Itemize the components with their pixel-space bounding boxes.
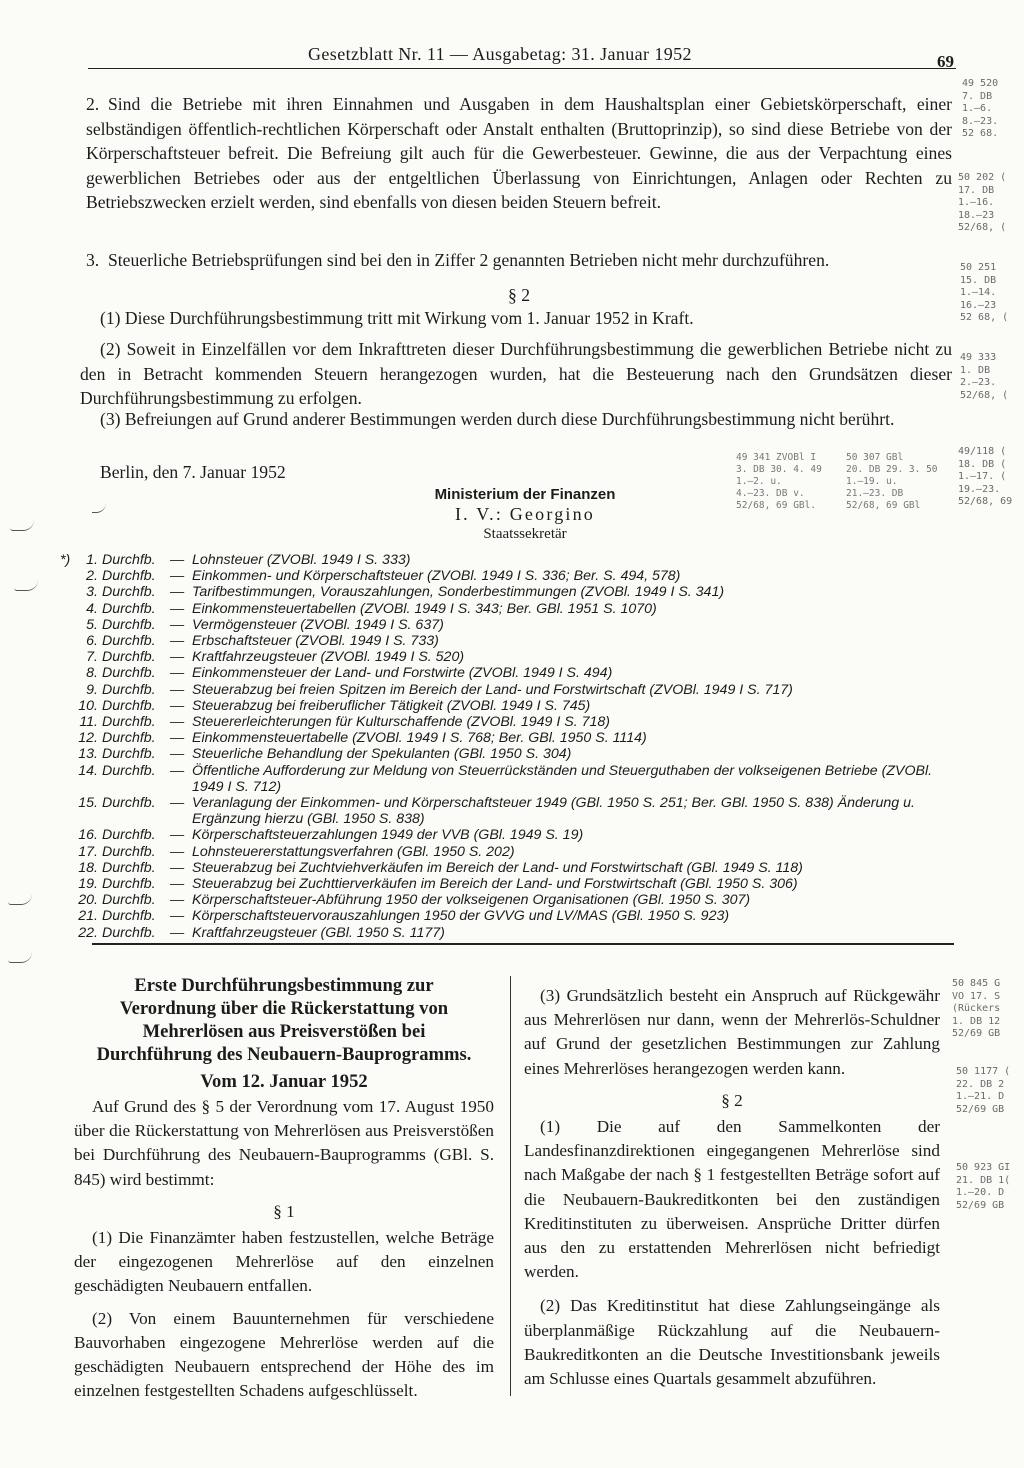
gazette-header: Gesetzblatt Nr. 11 — Ausgabetag: 31. Januar 1952 [308,44,692,64]
footnote-label: Durchfb. [102,892,156,909]
footnote-number: 7. [86,649,98,666]
footnote-dash: — [170,568,185,585]
footnote-label: Durchfb. [102,876,156,893]
item-3-number: 3. [86,250,100,270]
intro-paragraph: Auf Grund des § 5 der Verordnung vom 17. August 1950 über die Rückerstattung von Mehrerlösen aus Preisverstößen bei Durchführung des Neubauern-Bauprogramms (GBl. S. 845) wird bestimmt: [74,1097,494,1189]
column-divider [510,976,511,1396]
section-2b-para-2: (2) Das Kreditinstitut hat diese Zahlungseingänge als überplanmäßige Rückzahlung auf die Neubauern-Baukreditkonten an die Deutsche Investitionsbank jeweils am Schlusse eines Quartals gesammelt abzuführen. [524,1296,940,1389]
footnote-label: Durchfb. [102,859,156,876]
pencil-mark [92,502,106,513]
footnote-label: Durchfb. [102,746,156,763]
footnote-marker [60,617,74,633]
margin-note-2: 50 202 ( 17. DB 1.—16. 18.—23 52/68, ( [958,172,1007,233]
footnote-row [60,633,960,649]
lower-title: Erste Durchführungsbestimmung zur Verordnung über die Rückerstattung von Mehrerlösen aus Preisverstößen bei Durchführung des Neubauern-Bauprogramms. [96,975,472,1065]
footnote-number: 19. [78,876,98,893]
footnote-marker [60,908,74,924]
footnote-dash: — [170,665,185,682]
footnote-row [60,649,960,665]
footnote-text: Einkommen- und Körperschaftsteuer (ZVOBl. 1949 I S. 336; Ber. S. 494, 578) [192,568,681,585]
footnote-label: Durchfb. [102,924,156,941]
footnote-dash: — [170,859,185,876]
margin-note-7: 50 1177 ( 22. DB 2 1.—21. D 52/69 GB [956,1066,1011,1115]
footnote-number: 10. [78,697,98,714]
footnote-row [60,568,960,584]
footnote-number: 8. [86,665,98,682]
footnote-row [60,860,960,876]
footnote-row [60,892,960,908]
footnote-text: Körperschaftsteuervorauszahlungen 1950 der GVVG und LV/MAS (GBl. 1950 S. 923) [192,908,730,925]
footnote-marker [60,827,74,843]
margin-tick-1 [10,520,34,531]
footnote-number: 1. [86,552,98,568]
footnote-text: Erbschaftsteuer (ZVOBl. 1949 I S. 733) [192,633,439,650]
footnote-number: 18. [78,859,98,876]
footnotes-list [60,552,960,941]
footnote-dash: — [170,584,185,601]
footnote-label: Durchfb. [102,552,156,568]
item-2-number: 2. [86,94,100,114]
footnote-dash: — [170,892,185,909]
footnote-row [60,601,960,617]
footnote-row [60,714,960,730]
footnote-dash: — [170,843,185,860]
footnote-row [60,746,960,762]
footnote-marker [60,698,74,714]
stamp-annotation-right: 50 307 GBl 20. DB 29. 3. 50 1.—19. u. 21.—23. DB 52/68, 69 GBl [846,452,938,511]
footnote-marker [60,633,74,649]
footnote-number: 12. [78,730,98,747]
place-date: Berlin, den 7. Januar 1952 [100,462,286,482]
footnote-text: Kraftfahrzeugsteuer (ZVOBl. 1949 I S. 520) [192,649,465,666]
footnote-text: Steuerabzug bei freiberuflicher Tätigkeit (ZVOBl. 1949 I S. 745) [192,697,591,714]
signer-title: Staatssekretär [483,526,567,542]
footnote-label: Durchfb. [102,681,156,698]
margin-note-8: 50 923 GI 21. DB 1( 1.—20. D 52/69 GB [956,1162,1011,1211]
footnote-number: 6. [86,633,98,650]
footnote-text: Veranlagung der Einkommen- und Körperschaftsteuer 1949 (GBl. 1950 S. 251; Ber. GBl. 1950 S. 838) Änderung u. Ergänzung hierzu (GBl. 1950 S. 838) [192,795,915,828]
footnote-marker: *) [60,552,71,568]
header-rule [88,68,956,69]
footnote-text: Einkommensteuer der Land- und Forstwirte (ZVOBl. 1949 I S. 494) [192,665,613,682]
footnote-row [60,795,960,827]
footnote-marker [60,763,74,795]
footnote-row [60,682,960,698]
footnote-number: 2. [86,568,98,585]
footnote-marker [60,876,74,892]
footnote-dash: — [170,746,185,763]
footnote-text: Körperschaftsteuerzahlungen 1949 der VVB (GBl. 1949 S. 19) [192,827,584,844]
footnote-marker [60,601,74,617]
footnote-marker [60,844,74,860]
footnote-number: 22. [78,924,98,941]
footnote-label: Durchfb. [102,843,156,860]
footnote-row [60,925,960,941]
footnote-row [60,730,960,746]
section-1-para-2: (2) Von einem Bauunternehmen für verschiedene Bauvorhaben eingezogene Mehrerlöse werden auf die geschädigten Neubauern entsprechend der Höhe des im einzelnen festgestellten Schadens aufgeschlüsselt. [74,1308,494,1401]
ministry-name: Ministerium der Finanzen [434,486,616,503]
margin-tick-3 [8,894,32,905]
margin-note-4: 49 333 1. DB 2.—23. 52/68, ( [960,352,1009,401]
footnote-text: Steuererleichterungen für Kulturschaffende (ZVOBl. 1949 I S. 718) [192,714,610,731]
margin-tick-4 [8,952,32,963]
footnote-number: 11. [79,714,98,731]
footnote-dash: — [170,600,185,617]
footnote-label: Durchfb. [102,600,156,617]
section-2-para-1: (1) Diese Durchführungsbestimmung tritt mit Wirkung vom 1. Januar 1952 in Kraft. [100,308,694,328]
footnote-marker [60,649,74,665]
footnote-dash: — [170,795,185,812]
section-1-para-1: (1) Die Finanzämter haben festzustellen, welche Beträge der eingezogenen Mehrerlöse auf den einzelnen geschädigten Neubauern entfallen. [74,1228,494,1296]
footnote-label: Durchfb. [102,633,156,650]
footnote-label: Durchfb. [102,665,156,682]
footnote-label: Durchfb. [102,795,156,812]
margin-tick-2 [14,580,38,591]
footnote-label: Durchfb. [102,649,156,666]
left-column [74,974,494,1411]
footnote-text: Körperschaftsteuer-Abführung 1950 der volkseigenen Organisationen (GBl. 1950 S. 307) [192,892,751,909]
footnote-text: Öffentliche Aufforderung zur Meldung von Steuerrückständen und Steuerguthaben der volkseigenen Betriebe (ZVOBl. 1949 I S. 712) [192,762,933,795]
footnote-marker [60,925,74,941]
section-2b-heading: § 2 [721,1090,743,1110]
margin-note-3: 50 251 15. DB 1.—14. 16.—23 52 68, ( [960,262,1009,323]
footnote-dash: — [170,649,185,666]
footnote-row [60,876,960,892]
footnote-text: Lohnsteuer (ZVOBl. 1949 I S. 333) [192,552,411,568]
footnote-dash: — [170,827,185,844]
footnote-number: 13. [78,746,98,763]
footnote-number: 9. [86,681,98,698]
footnote-dash: — [170,616,185,633]
right-column [524,984,940,1399]
footnote-text: Steuerabzug bei Zuchtviehverkäufen im Bereich der Land- und Forstwirtschaft (GBl. 1949 S. 118) [192,859,803,876]
page-number: 69 [937,52,954,71]
section-1-para-3: (3) Grundsätzlich besteht ein Anspruch auf Rückgewähr aus Mehrerlösen nur dann, wenn der Mehrerlös-Schuldner auf Grund der gesetzlichen Bestimmungen zur Zahlung eines Mehrerlöses herangezogen werden kann. [524,986,940,1078]
footnote-number: 21. [78,908,98,925]
footnote-dash: — [170,714,185,731]
signer-name: I. V.: Georgino [454,504,595,524]
footnote-row [60,552,960,568]
item-2 [86,92,952,215]
item-2-text: Sind die Betriebe mit ihren Einnahmen und Ausgaben in dem Haushaltsplan einer Gebietskörperschaft, einer selbständigen öffentlich-rechtlichen Körperschaft oder Anstalt enthalten (Bruttoprinzip), so sind diese Betriebe von der Körperschaftsteuer befreit. Die Befreiung gilt auch für die Gewerbesteuer. Gewinne, die aus der Verpachtung eines gewerblichen Betriebes oder aus der entgeltlichen Überlassung von Einrichtungen, Anlagen oder Rechten zu Betriebszwecken erzielt werden, sind ebenfalls von diesen beiden Steuern befreit. [86,94,952,212]
footnote-number: 14. [78,762,98,779]
footnote-label: Durchfb. [102,584,156,601]
footnote-dash: — [170,633,185,650]
stamp-annotation-left: 49 341 ZVOBl I 3. DB 30. 4. 49 1.—2. u. 4.—23. DB v. 52/68, 69 GBl. [736,452,822,511]
margin-note-6: 50 845 G VO 17. S (Rückers 1. DB 12 52/69 GB [952,978,1001,1039]
footnote-marker [60,730,74,746]
footnote-number: 3. [86,584,98,601]
item-3-text: Steuerliche Betriebsprüfungen sind bei den in Ziffer 2 genannten Betrieben nicht mehr durchzuführen. [108,250,830,270]
footnote-marker [60,795,74,827]
footnote-number: 16. [78,827,98,844]
section-2-para-2: (2) Soweit in Einzelfällen vor dem Inkrafttreten dieser Durchführungsbestimmung die gewerblichen Betriebe nicht zu den in Betracht kommenden Steuern herangezogen wurden, hat die Besteuerung nach den Grundsätzen dieser Durchführungsbestimmung zu erfolgen. [80,339,952,408]
footnote-marker [60,682,74,698]
footnote-number: 5. [86,616,98,633]
footnote-text: Steuerabzug bei freien Spitzen im Bereich der Land- und Forstwirtschaft (ZVOBl. 1949 I S. 717) [192,681,793,698]
footnote-marker [60,584,74,600]
footnote-label: Durchfb. [102,762,156,779]
footnote-number: 17. [78,843,98,860]
footnote-label: Durchfb. [102,568,156,585]
footnote-label: Durchfb. [102,827,156,844]
section-2-heading: § 2 [508,285,530,305]
footnote-row [60,827,960,843]
footnote-text: Steuerabzug bei Zuchttierverkäufen im Bereich der Land- und Forstwirtschaft (GBl. 1950 S. 306) [192,876,798,893]
footnote-label: Durchfb. [102,616,156,633]
lower-date: Vom 12. Januar 1952 [200,1071,368,1092]
footnote-row [60,763,960,795]
footnote-dash: — [170,908,185,925]
margin-note-5: 49/118 ( 18. DB ( 1.—17. ( 19.—23. 52/68, 69 [958,446,1013,507]
footnote-dash: — [170,924,185,941]
footnote-label: Durchfb. [102,730,156,747]
footnote-number: 4. [86,600,98,617]
footnote-marker [60,714,74,730]
footnote-marker [60,860,74,876]
footnote-row [60,584,960,600]
footnote-text: Steuerliche Behandlung der Spekulanten (GBl. 1950 S. 304) [192,746,572,763]
footnote-text: Kraftfahrzeugsteuer (GBl. 1950 S. 1177) [192,924,445,941]
footnote-marker [60,892,74,908]
margin-note-1: 49 520 7. DB 1.—6. 8.—23. 52 68. [962,78,999,139]
footnote-text: Einkommensteuertabelle (ZVOBl. 1949 I S. 768; Ber. GBl. 1950 S. 1114) [192,730,647,747]
footnote-label: Durchfb. [102,714,156,731]
footnote-dash: — [170,681,185,698]
footnote-label: Durchfb. [102,908,156,925]
footnote-text: Lohnsteuererstattungsverfahren (GBl. 1950 S. 202) [192,843,515,860]
section-1-heading: § 1 [273,1201,295,1221]
footnote-dash: — [170,730,185,747]
footnote-marker [60,665,74,681]
footnote-dash: — [170,552,185,568]
footnote-row [60,844,960,860]
footnote-number: 20. [78,892,98,909]
footnote-row [60,665,960,681]
footnote-text: Vermögensteuer (ZVOBl. 1949 I S. 637) [192,616,444,633]
footnote-dash: — [170,697,185,714]
footnote-label: Durchfb. [102,697,156,714]
footnote-row [60,617,960,633]
section-separator [92,943,954,945]
footnote-row [60,908,960,924]
footnote-text: Einkommensteuertabellen (ZVOBl. 1949 I S. 343; Ber. GBl. 1951 S. 1070) [192,600,657,617]
footnote-marker [60,746,74,762]
footnote-row [60,698,960,714]
footnote-dash: — [170,876,185,893]
section-2b-para-1: (1) Die auf den Sammelkonten der Landesfinanzdirektionen eingegangenen Mehrerlöse sind nach Maßgabe der nach § 1 festgestellten Beträge sofort auf die Neubauern-Baukreditkonten bei den zuständigen Kreditinstituten zu überweisen. Ansprüche Dritter dürfen aus den zu erstattenden Mehrerlösen nicht befriedigt werden. [524,1117,940,1282]
section-2-para-3: (3) Befreiungen auf Grund anderer Bestimmungen werden durch diese Durchführungsbestimmung nicht berührt. [100,409,895,429]
footnote-dash: — [170,762,185,779]
item-3 [86,248,952,273]
footnote-text: Tarifbestimmungen, Vorauszahlungen, Sonderbestimmungen (ZVOBl. 1949 I S. 341) [192,584,725,601]
footnote-marker [60,568,74,584]
footnote-number: 15. [78,795,98,812]
